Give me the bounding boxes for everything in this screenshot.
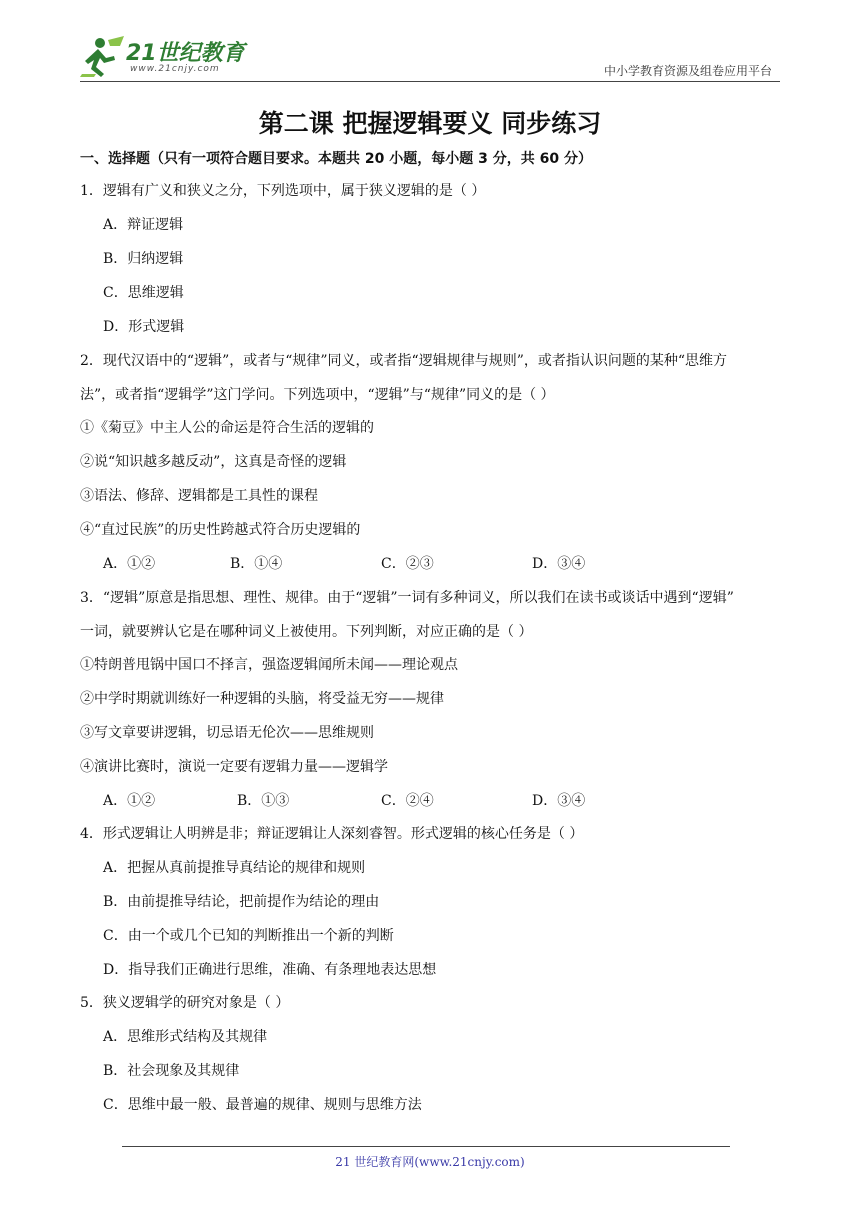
question-5-option-a[interactable]: A．思维形式结构及其规律: [103, 1029, 268, 1045]
platform-name: 中小学教育资源及组卷应用平台: [603, 64, 772, 78]
question-2-option-d[interactable]: D．③④: [532, 556, 586, 572]
question-3-stem-line-2: 一词，就要辨认它是在哪种词义上被使用。下列判断，对应正确的是（ ）: [80, 624, 533, 640]
footer-divider: [122, 1146, 730, 1147]
question-3-option-c[interactable]: C．②④: [381, 793, 434, 809]
section-heading: 一、选择题（只有一项符合题目要求。本题共 20 小题，每小题 3 分，共 60 分）: [80, 151, 592, 167]
question-3-item-2: ②中学时期就训练好一种逻辑的头脑，将受益无穷——规律: [80, 691, 444, 707]
question-1-option-d[interactable]: D．形式逻辑: [103, 319, 185, 335]
question-2-item-1: ①《菊豆》中主人公的命运是符合生活的逻辑的: [80, 420, 374, 436]
question-2-stem-line-2: 法”，或者指“逻辑学”这门学问。下列选项中，“逻辑”与“规律”同义的是（ ）: [80, 387, 555, 403]
question-2-option-c[interactable]: C．②③: [381, 556, 434, 572]
question-4-option-b[interactable]: B．由前提推导结论，把前提作为结论的理由: [103, 894, 380, 910]
question-3-item-3: ③写文章要讲逻辑，切忌语无伦次——思维规则: [80, 725, 374, 741]
question-2-item-3: ③语法、修辞、逻辑都是工具性的课程: [80, 488, 318, 504]
question-4-option-a[interactable]: A．把握从真前提推导真结论的规律和规则: [103, 860, 366, 876]
question-3-stem-line-1: 3．“逻辑”原意是指思想、理性、规律。由于“逻辑”一词有多种词义，所以我们在读书或谈话中遇到“逻辑”: [80, 590, 734, 606]
runner-logo-icon: [80, 34, 128, 78]
question-2-item-4: ④“直过民族”的历史性跨越式符合历史逻辑的: [80, 522, 361, 538]
question-2-stem-line-1: 2．现代汉语中的“逻辑”，或者与“规律”同义，或者指“逻辑规律与规则”，或者指认识问题的某种“思维方: [80, 353, 728, 369]
logo-text: 21世纪教育: [126, 41, 245, 66]
question-3-item-4: ④演讲比赛时，演说一定要有逻辑力量——逻辑学: [80, 759, 388, 775]
page-footer[interactable]: 21 世纪教育网(www.21cnjy.com): [335, 1155, 525, 1169]
logo-url: www.21cnjy.com: [130, 64, 220, 74]
question-4-option-c[interactable]: C．由一个或几个已知的判断推出一个新的判断: [103, 928, 394, 944]
question-4-option-d[interactable]: D．指导我们正确进行思维，准确、有条理地表达思想: [103, 962, 437, 978]
question-5-option-b[interactable]: B．社会现象及其规律: [103, 1063, 240, 1079]
question-3-option-d[interactable]: D．③④: [532, 793, 586, 809]
page-header: [0, 0, 860, 90]
site-logo[interactable]: [80, 34, 250, 80]
question-1-option-b[interactable]: B．归纳逻辑: [103, 251, 184, 267]
question-4-stem: 4．形式逻辑让人明辨是非；辩证逻辑让人深刻睿智。形式逻辑的核心任务是（ ）: [80, 826, 584, 842]
question-3-item-1: ①特朗普甩锅中国口不择言，强盗逻辑闻所未闻——理论观点: [80, 657, 458, 673]
header-divider: [80, 81, 780, 82]
question-3-option-a[interactable]: A．①②: [103, 793, 156, 809]
page-title: 第二课 把握逻辑要义 同步练习: [258, 109, 602, 138]
question-2-option-b[interactable]: B．①④: [230, 556, 283, 572]
question-2-item-2: ②说“知识越多越反动”，这真是奇怪的逻辑: [80, 454, 347, 470]
question-3-option-b[interactable]: B．①③: [237, 793, 290, 809]
question-1-option-a[interactable]: A．辩证逻辑: [103, 217, 184, 233]
question-1-option-c[interactable]: C．思维逻辑: [103, 285, 184, 301]
question-5-stem: 5．狭义逻辑学的研究对象是（ ）: [80, 995, 290, 1011]
question-5-option-c[interactable]: C．思维中最一般、最普遍的规律、规则与思维方法: [103, 1097, 422, 1113]
question-2-option-a[interactable]: A．①②: [103, 556, 156, 572]
question-1-stem: 1．逻辑有广义和狭义之分，下列选项中，属于狭义逻辑的是（ ）: [80, 183, 486, 199]
